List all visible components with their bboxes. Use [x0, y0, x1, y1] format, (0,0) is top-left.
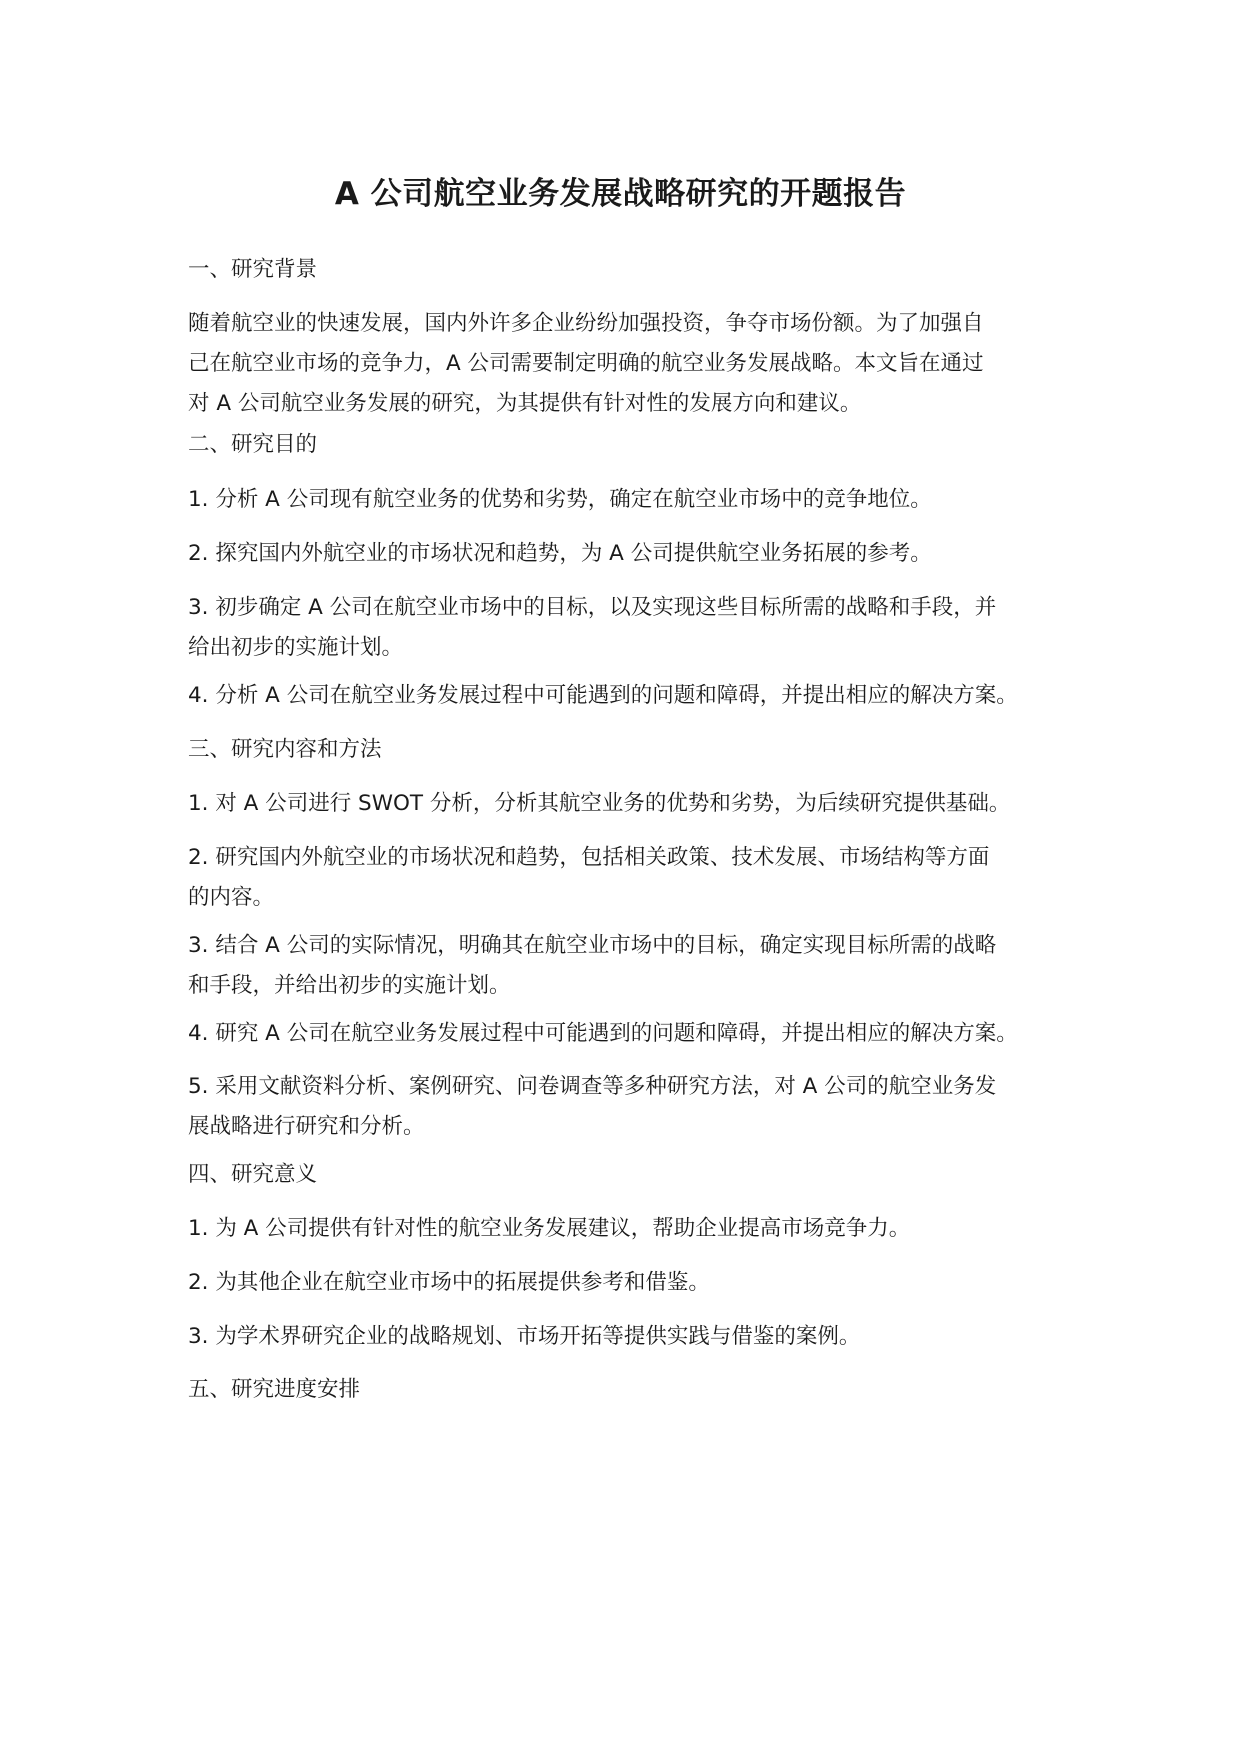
list-item-line: 2. 研究国内外航空业的市场状况和趋势，包括相关政策、技术发展、市场结构等方面: [188, 845, 990, 870]
list-item-line: 2. 为其他企业在航空业市场中的拓展提供参考和借鉴。: [188, 1270, 710, 1295]
list-item: [188, 784, 1068, 824]
list-item-line: 1. 分析 A 公司现有航空业务的优势和劣势，确定在航空业市场中的竞争地位。: [188, 487, 932, 512]
list-item-line: 3. 初步确定 A 公司在航空业市场中的目标，以及实现这些目标所需的战略和手段，并: [188, 595, 997, 620]
section-heading-background: 一、研究背景: [188, 257, 318, 282]
list-item-line: 4. 分析 A 公司在航空业务发展过程中可能遇到的问题和障碍，并提出相应的解决方案。: [188, 683, 1018, 708]
paragraph-line: 对 A 公司航空业务发展的研究，为其提供有针对性的发展方向和建议。: [188, 391, 862, 416]
section-heading-schedule: 五、研究进度安排: [188, 1377, 361, 1402]
list-item: [188, 480, 1068, 520]
list-item: [188, 676, 1068, 716]
list-item-line: 4. 研究 A 公司在航空业务发展过程中可能遇到的问题和障碍，并提出相应的解决方案。: [188, 1021, 1018, 1046]
list-item: [188, 1263, 1068, 1303]
list-item-line: 展战略进行研究和分析。: [188, 1114, 425, 1139]
document-title: A 公司航空业务发展战略研究的开题报告: [334, 176, 907, 212]
list-item-line: 1. 对 A 公司进行 SWOT 分析，分析其航空业务的优势和劣势，为后续研究提供基础。: [188, 791, 1011, 816]
list-item-line: 的内容。: [188, 885, 275, 910]
background-paragraph: [188, 304, 1068, 424]
list-item: [188, 926, 1068, 1006]
section-heading-content-methods: 三、研究内容和方法: [188, 737, 382, 762]
list-item: [188, 1209, 1068, 1249]
list-item: [188, 1014, 1068, 1054]
section-heading-significance: 四、研究意义: [188, 1162, 318, 1187]
list-item-line: 给出初步的实施计划。: [188, 635, 404, 660]
list-item: [188, 588, 1068, 668]
list-item: [188, 1317, 1068, 1357]
list-item-line: 1. 为 A 公司提供有针对性的航空业务发展建议，帮助企业提高市场竞争力。: [188, 1216, 911, 1241]
section-heading-objectives: 二、研究目的: [188, 432, 318, 457]
list-item: [188, 534, 1068, 574]
list-item-line: 2. 探究国内外航空业的市场状况和趋势，为 A 公司提供航空业务拓展的参考。: [188, 541, 932, 566]
list-item-line: 5. 采用文献资料分析、案例研究、问卷调查等多种研究方法，对 A 公司的航空业务发: [188, 1074, 997, 1099]
paragraph-line: 己在航空业市场的竞争力，A 公司需要制定明确的航空业务发展战略。本文旨在通过: [188, 351, 984, 376]
list-item-line: 3. 为学术界研究企业的战略规划、市场开拓等提供实践与借鉴的案例。: [188, 1324, 861, 1349]
paragraph-line: 随着航空业的快速发展，国内外许多企业纷纷加强投资，争夺市场份额。为了加强自: [188, 311, 984, 336]
list-item: [188, 838, 1068, 918]
list-item-line: 3. 结合 A 公司的实际情况，明确其在航空业市场中的目标，确定实现目标所需的战略: [188, 933, 997, 958]
list-item: [188, 1067, 1068, 1147]
list-item-line: 和手段，并给出初步的实施计划。: [188, 973, 511, 998]
